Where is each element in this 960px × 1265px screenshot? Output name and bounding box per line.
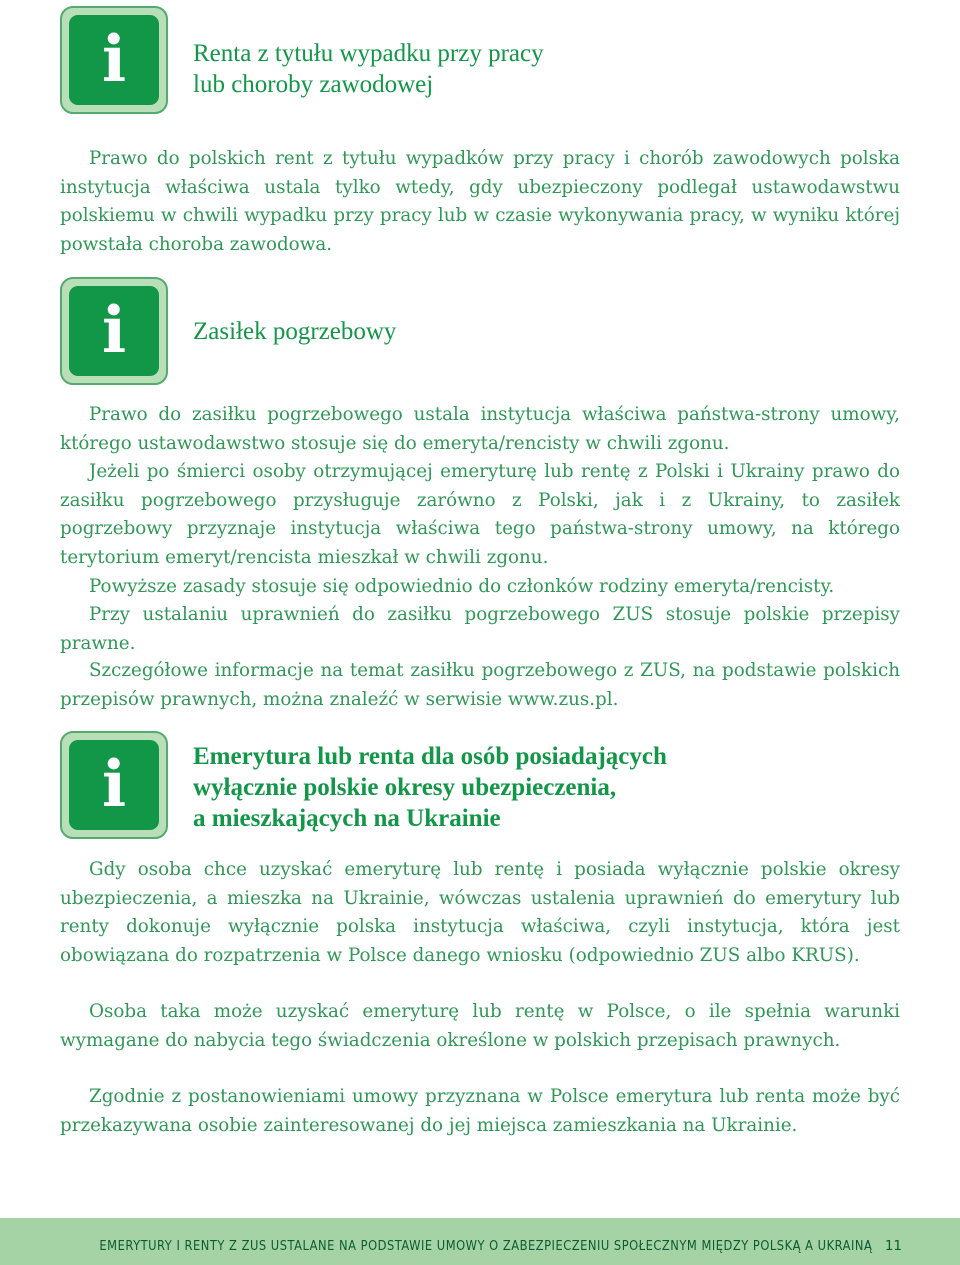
paragraph: Gdy osoba chce uzyskać emeryturę lub rentę i posiada wyłącznie polskie okresy ubezpieczenia, a mieszka na Ukrainie, wówczas ustalenia uprawnień do emerytury lub renty dokonuje wyłącznie polska instytucja właściwa, czyli instytucja, która jest obowiązana do rozpatrzenia w Polsce danego wniosku (odpowiednio ZUS albo KRUS).	[60, 859, 900, 966]
paragraph: Przy ustalaniu uprawnień do zasiłku pogrzebowego ZUS stosuje polskie przepisy prawne.	[60, 604, 900, 654]
section-header-renta-wypadek	[60, 6, 900, 116]
section-title-line: Renta z tytułu wypadku przy pracy	[193, 40, 544, 67]
section-title-line: lub choroby zawodowej	[193, 71, 434, 98]
paragraph: Powyższe zasady stosuje się odpowiednio do członków rodziny emeryta/rencisty.	[89, 576, 835, 597]
page-footer	[0, 1218, 960, 1265]
section-title-line: Zasiłek pogrzebowy	[193, 318, 397, 345]
footer-title-text: EMERYTURY I RENTY Z ZUS USTALANE NA PODSTAWIE UMOWY O ZABEZPIECZENIU SPOŁECZNYM MIĘDZY POLSKĄ A UKRAINĄ	[99, 1238, 872, 1254]
info-icon-glyph: i	[101, 747, 127, 822]
info-icon	[60, 277, 168, 385]
section-title	[193, 38, 544, 100]
section-header-zasilek-pogrzebowy	[60, 277, 900, 387]
paragraph: Prawo do zasiłku pogrzebowego ustala instytucja właściwa państwa-strony umowy, którego ustawodawstwo stosuje się do emeryta/rencisty w chwili zgonu.	[60, 404, 900, 454]
paragraph: Osoba taka może uzyskać emeryturę lub rentę w Polsce, o ile spełnia warunki wymagane do nabycia tego świadczenia określone w polskich przepisach prawnych.	[60, 1001, 900, 1051]
page-number: 11	[884, 1238, 902, 1254]
footer-title	[99, 1238, 872, 1254]
info-icon-glyph: i	[101, 22, 127, 97]
paragraph: Prawo do polskich rent z tytułu wypadków przy pracy i chorób zawodowych polska instytucja właściwa ustala tylko wtedy, gdy ubezpieczony podlegał ustawodawstwu polskiemu w chwili wypadku przy pracy lub w czasie wykonywania pracy, w wyniku której powstała choroba zawodowa.	[60, 148, 900, 255]
info-icon-glyph: i	[101, 293, 127, 368]
paragraph: Jeżeli po śmierci osoby otrzymującej emeryturę lub rentę z Polski i Ukrainy prawo do zasiłku pogrzebowego przysługuje zarówno z Polski, jak i z Ukrainy, to zasiłek pogrzebowy przyznaje instytucja właściwa tego państwa-strony umowy, na którego terytorium emeryt/rencista mieszkał w chwili zgonu.	[60, 461, 900, 568]
section-header-emerytura-ukraina	[60, 731, 900, 841]
section-title-line: wyłącznie polskie okresy ubezpieczenia,	[193, 774, 617, 801]
info-icon	[60, 6, 168, 114]
info-icon	[60, 731, 168, 839]
section-title-line: Emerytura lub renta dla osób posiadających	[193, 743, 667, 770]
section-title-line: a mieszkających na Ukrainie	[193, 805, 501, 832]
paragraph: Zgodnie z postanowieniami umowy przyznana w Polsce emerytura lub renta może być przekazywana osobie zainteresowanej do jej miejsca zamieszkania na Ukrainie.	[60, 1086, 900, 1136]
paragraph: Szczegółowe informacje na temat zasiłku pogrzebowego z ZUS, na podstawie polskich przepisów prawnych, można znaleźć w serwisie www.zus.pl.	[60, 660, 900, 710]
section-title	[193, 741, 667, 834]
section-title	[193, 316, 396, 347]
